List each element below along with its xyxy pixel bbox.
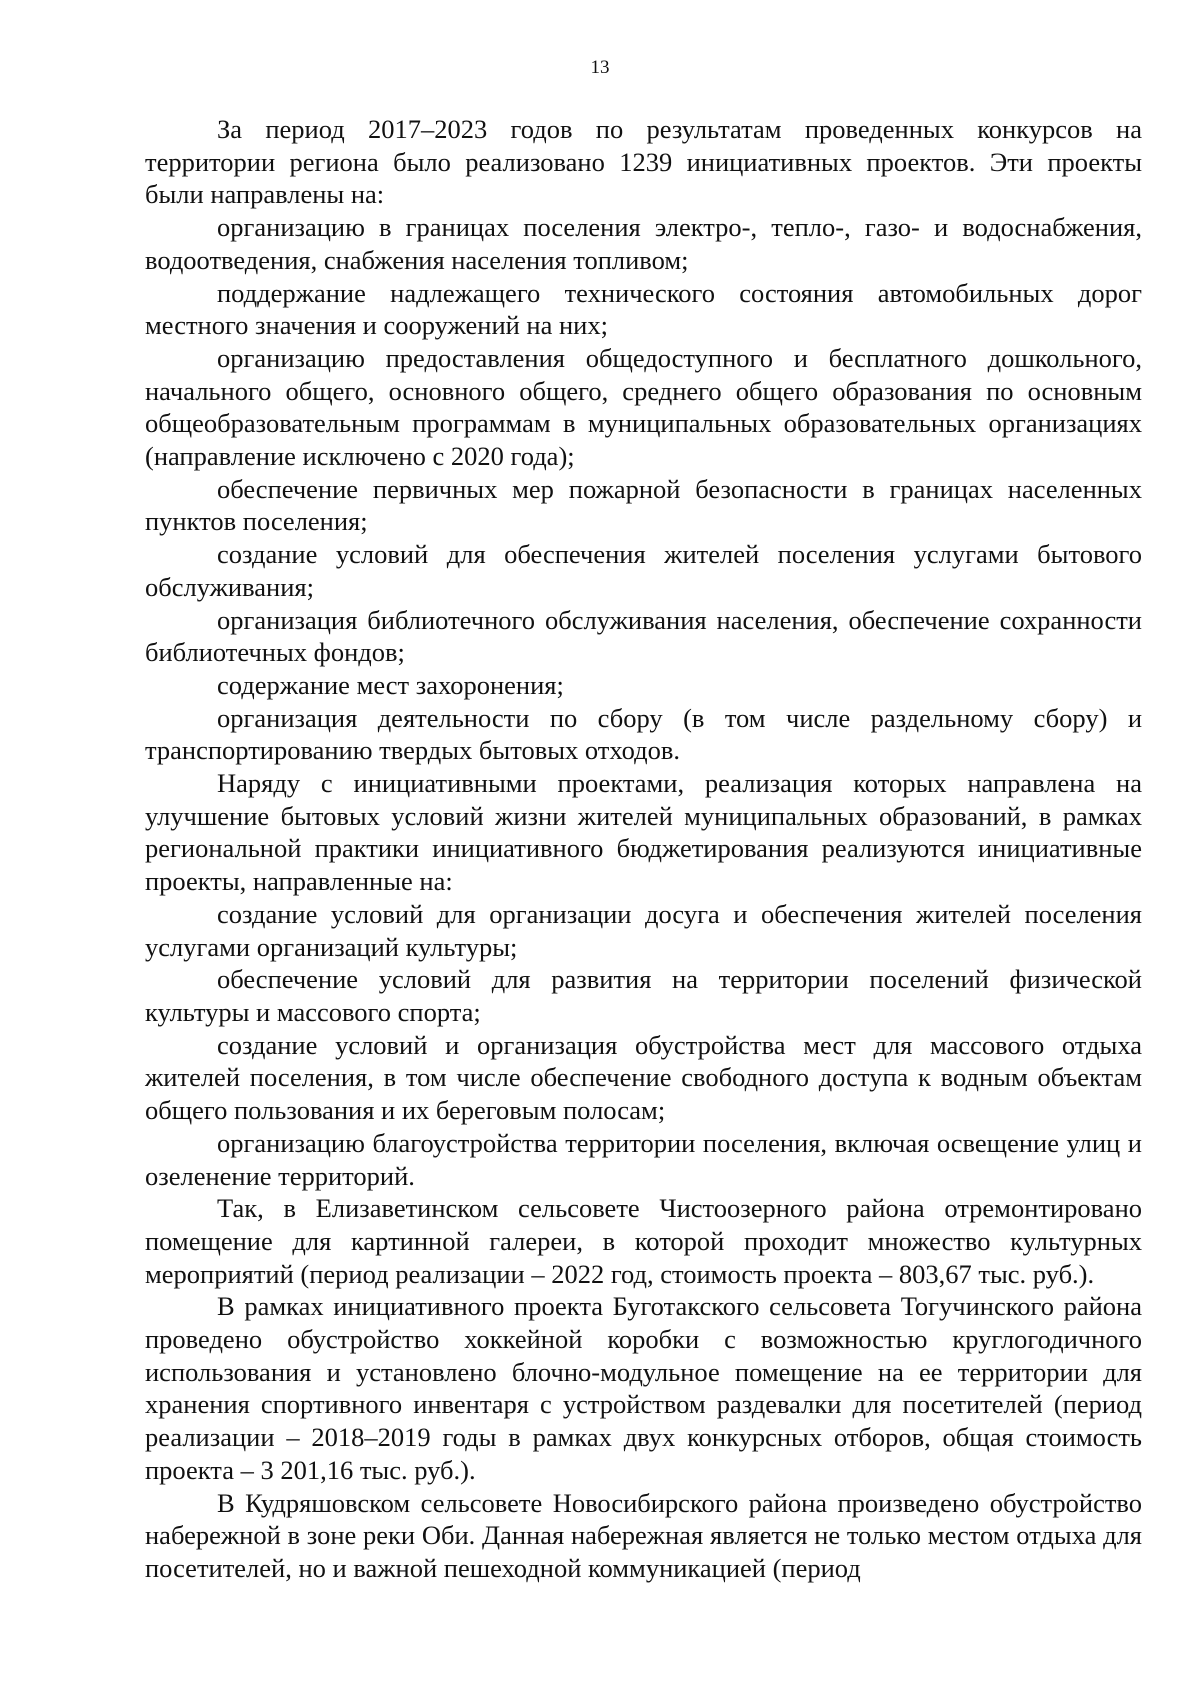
page-number: 13 — [590, 57, 610, 78]
list-item: создание условий для обеспечения жителей поселения услугами бытового обслуживания; — [145, 539, 1142, 602]
list-item: организацию предоставления общедоступного и бесплатного дошкольного, начального общего, основного общего, среднего общего образования по основным общеобразовательным программам в муниципальных образовательных организациях (направление исключено с 2020 года); — [145, 342, 1142, 472]
list-item: организацию благоустройства территории поселения, включая освещение улиц и озеленение территорий. — [145, 1127, 1142, 1191]
list-item: создание условий для организации досуга и обеспечения жителей поселения услугами организаций культуры; — [145, 898, 1142, 962]
paragraph: За период 2017–2023 годов по результатам проведенных конкурсов на территории региона было реализовано 1239 инициативных проектов. Эти проекты были направлены на: — [145, 114, 1142, 210]
list-item: организация библиотечного обслуживания населения, обеспечение сохранности библиотечных фондов; — [145, 604, 1142, 668]
list-item: организация деятельности по сбору (в том числе раздельному сбору) и транспортированию твердых бытовых отходов. — [145, 702, 1142, 766]
paragraph: Так, в Елизаветинском сельсовете Чистоозерного района отремонтировано помещение для картинной галереи, в которой проходит множество культурных мероприятий (период реализации – 2022 год, стоимость проекта – 803,67 тыс. руб.). — [145, 1193, 1142, 1289]
list-item: обеспечение первичных мер пожарной безопасности в границах населенных пунктов поселения; — [145, 473, 1142, 537]
body-text — [145, 113, 1142, 1585]
list-item: обеспечение условий для развития на территории поселений физической культуры и массового спорта; — [145, 964, 1142, 1027]
paragraph: Наряду с инициативными проектами, реализация которых направлена на улучшение бытовых условий жизни жителей муниципальных образований, в рамках региональной практики инициативного бюджетирования реализуются инициативные проекты, направленные на: — [145, 768, 1142, 897]
list-item: организацию в границах поселения электро-, тепло-, газо- и водоснабжения, водоотведения, снабжения населения топливом; — [145, 212, 1142, 275]
list-item: создание условий и организация обустройства мест для массового отдыха жителей поселения, в том числе обеспечение свободного доступа к водным объектам общего пользования и их береговым полосам; — [145, 1029, 1142, 1126]
list-item: содержание мест захоронения; — [217, 669, 564, 700]
list-item: поддержание надлежащего технического состояния автомобильных дорог местного значения и сооружений на них; — [145, 277, 1142, 341]
paragraph: В Кудряшовском сельсовете Новосибирского района произведено обустройство набережной в зоне реки Оби. Данная набережная является не только местом отдыха для посетителей, но и важной пешеходной коммуникацией (период — [145, 1487, 1142, 1583]
paragraph: В рамках инициативного проекта Буготакского сельсовета Тогучинского района проведено обустройство хоккейной коробки с возможностью круглогодичного использования и установлено блочно-модульное помещение на ее территории для хранения спортивного инвентаря с устройством раздевалки для посетителей (период реализации – 2018–2019 годы в рамках двух конкурсных отборов, общая стоимость проекта – 3 201,16 тыс. руб.). — [145, 1291, 1142, 1485]
